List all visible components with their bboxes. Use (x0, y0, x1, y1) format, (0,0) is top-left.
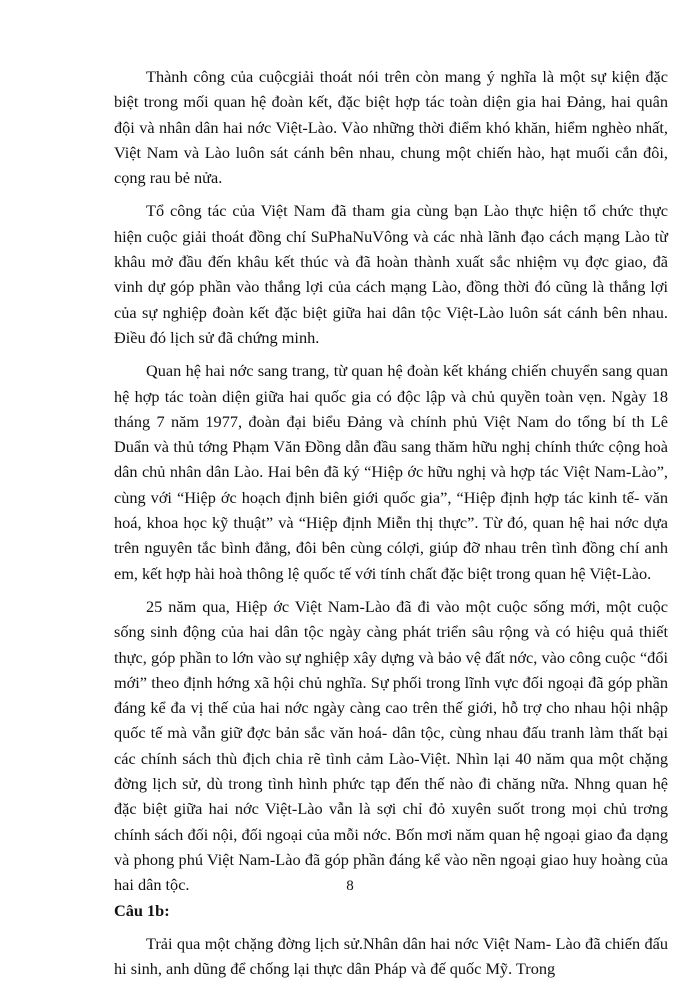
paragraph-4: 25 năm qua, Hiệp ớc Việt Nam-Lào đã đi vào một cuộc sống mới, một cuộc sống sinh động của hai dân tộc ngày càng phát triển sâu rộng và có hiệu quả thiết thực, góp phần to lớn vào sự nghiệp xây dựng và bảo vệ đất nớc, vào công cuộc “đổi mới” theo định hớng xã hội chủ nghĩa. Sự phối trong lĩnh vực đối ngoại đã góp phần đáng kể đa vị thế của hai nớc ngày càng cao trên thế giới, hỗ trợ cho nhau hội nhập quốc tế mà vẫn giữ đợc bản sắc văn hoá- dân tộc, cùng nhau đấu tranh làm thất bại các chính sách thù địch chia rẽ tình cảm Lào-Việt. Nhìn lại 40 năm qua một chặng đờng lịch sử, dù trong tình hình phức tạp đến thế nào đi chăng nữa. Nhng quan hệ đặc biệt giữa hai nớc Việt-Lào vẫn là sợi chỉ đỏ xuyên suốt trong mọi chủ trơng chính sách đối nội, đối ngoại của mỗi nớc. Bốn mơi năm quan hệ ngoại giao đa dạng và phong phú Việt Nam-Lào đã góp phần đáng kể vào nền ngoại giao huy hoàng của hai dân tộc. (114, 596, 668, 895)
paragraph-spacer (114, 350, 668, 358)
page-number: 8 (346, 878, 354, 894)
paragraph-spacer (114, 923, 668, 931)
paragraph-spacer (114, 586, 668, 594)
document-body (114, 64, 668, 981)
paragraph-1: Thành công của cuộcgiải thoát nói trên còn mang ý nghĩa là một sự kiện đặc biệt trong mối quan hệ đoàn kết, đặc biệt hợp tác toàn diện gia hai Đảng, hai quân đội và nhân dân hai nớc Việt-Lào. Vào những thời điểm khó khăn, hiểm nghèo nhất, Việt Nam và Lào luôn sát cánh bên nhau, chung một chiến hào, hạt muối cắn đôi, cọng rau bẻ nửa. (114, 67, 668, 188)
paragraph-3: Quan hệ hai nớc sang trang, từ quan hệ đoàn kết kháng chiến chuyển sang quan hệ hợp tác toàn diện giữa hai quốc gia có độc lập và chủ quyền toàn vẹn. Ngày 18 tháng 7 năm 1977, đoàn đại biểu Đảng và chính phủ Việt Nam do tổng bí th Lê Duẩn và thủ tớng Phạm Văn Đồng dẫn đầu sang thăm hữu nghị chính thức cộng hoà dân chủ nhân dân Lào. Hai bên đã ký “Hiệp ớc hữu nghị và hợp tác Việt Nam-Lào”, cùng với “Hiệp ớc hoạch định biên giới quốc gia”, “Hiệp định hợp tác kinh tế- văn hoá, khoa học kỹ thuật” và “Hiệp định Miễn thị thực”. Từ đó, quan hệ hai nớc dựa trên nguyên tắc bình đẳng, đôi bên cùng cólợi, giúp đỡ nhau trên tình đồng chí anh em, kết hợp hài hoà thông lệ quốc tế với tính chất đặc biệt trong quan hệ Việt-Lào. (114, 361, 668, 583)
section-heading: Câu 1b: (114, 900, 170, 920)
paragraph-2: Tổ công tác của Việt Nam đã tham gia cùng bạn Lào thực hiện tổ chức thực hiện cuộc giải thoát đồng chí SuPhaNuVông và các nhà lãnh đạo cách mạng Lào từ khâu mở đầu đến khâu kết thúc và đã hoàn thành xuất sắc nhiệm vụ đợc giao, đã vinh dự góp phần vào thắng lợi của cách mạng Lào, đồng thời đó cũng là thắng lợi của sự nghiệp đoàn kết đặc biệt giữa hai dân tộc Việt-Lào luôn sát cánh bên nhau. Điều đó lịch sử đã chứng minh. (114, 201, 668, 347)
paragraph-spacer (114, 190, 668, 198)
closing-paragraph: Trải qua một chặng đờng lịch sử.Nhân dân hai nớc Việt Nam- Lào đã chiến đấu hi sinh, anh dũng để chống lại thực dân Pháp và đế quốc Mỹ. Trong (114, 933, 668, 979)
